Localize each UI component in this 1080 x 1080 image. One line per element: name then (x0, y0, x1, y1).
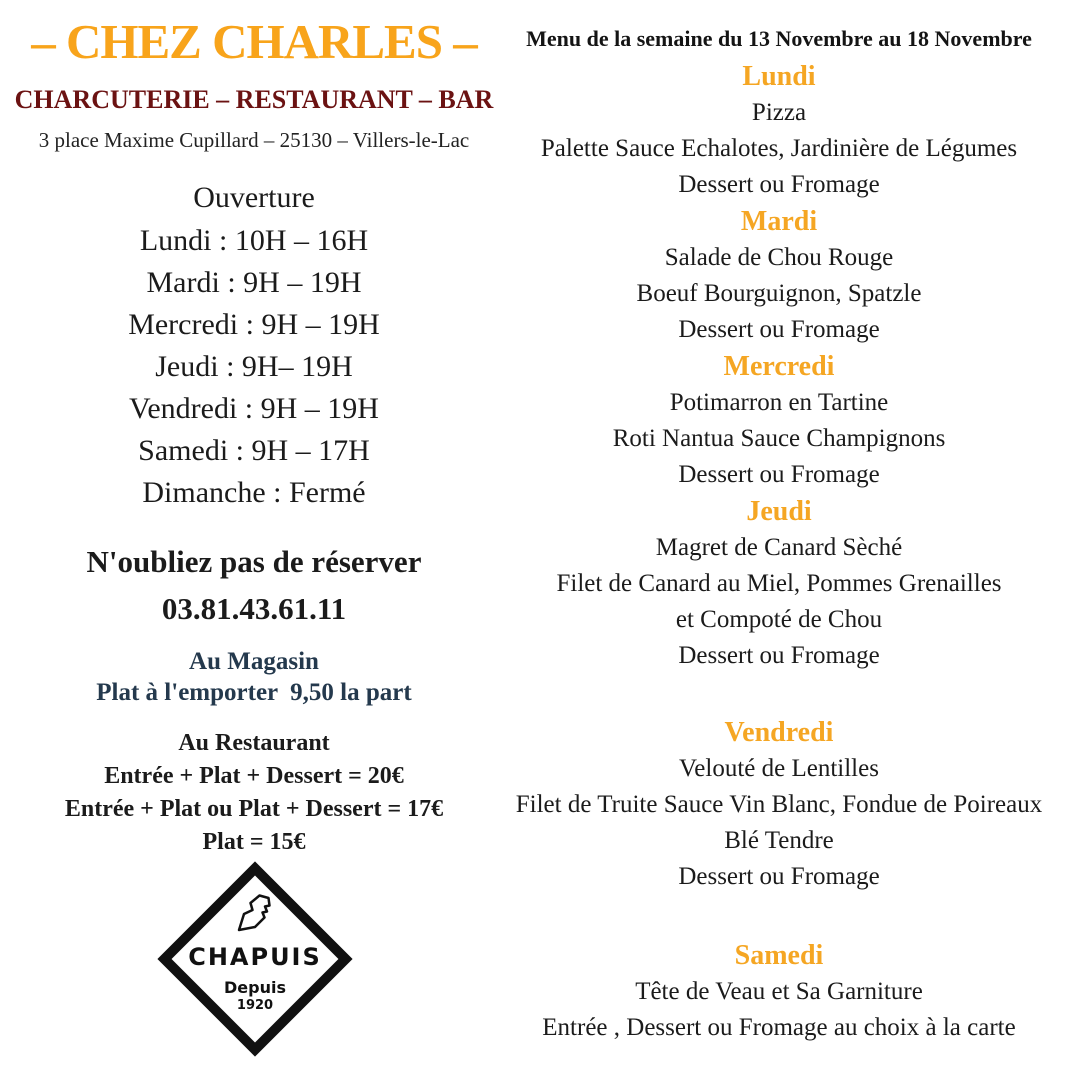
menu-day-lundi (478, 58, 1080, 203)
menu-item: Filet de Canard au Miel, Pommes Grenailles (556, 570, 1002, 597)
hours-friday: Vendredi : 9H – 19H (129, 392, 379, 425)
hours-tuesday: Mardi : 9H – 19H (146, 266, 362, 299)
opening-hours (0, 176, 508, 514)
hours-wednesday: Mercredi : 9H – 19H (128, 308, 380, 341)
price-formula-duo: Entrée + Plat ou Plat + Dessert = 17€ (64, 796, 444, 822)
menu-item: Dessert ou Fromage (678, 642, 880, 669)
shop-offer-block (0, 646, 508, 708)
hours-saturday: Samedi : 9H – 17H (138, 434, 370, 467)
hours-monday: Lundi : 10H – 16H (139, 224, 369, 257)
restaurant-address: 3 place Maxime Cupillard – 25130 – Villers-le-Lac (38, 128, 470, 152)
menu-item: Potimarron en Tartine (669, 389, 889, 416)
shop-offer-line: Plat à l'emporter 9,50 la part (96, 679, 412, 706)
hours-sunday: Dimanche : Fermé (142, 476, 366, 509)
menu-item: Dessert ou Fromage (678, 316, 880, 343)
logo-content (158, 862, 352, 1056)
logo-brand-name: CHAPUIS (188, 943, 322, 971)
menu-item: Velouté de Lentilles (679, 755, 879, 782)
menu-item: Magret de Canard Sèché (655, 534, 903, 561)
menu-day-title-mardi: Mardi (740, 206, 818, 237)
menu-day-mardi (478, 203, 1080, 348)
restaurant-name: – CHEZ CHARLES – (31, 14, 477, 69)
menu-item: Roti Nantua Sauce Champignons (612, 425, 946, 452)
menu-day-mercredi (478, 348, 1080, 493)
menu-day-title-mercredi: Mercredi (723, 351, 835, 382)
menu-day-title-jeudi: Jeudi (746, 496, 812, 527)
menu-item: Palette Sauce Echalotes, Jardinière de Légumes (540, 135, 1018, 162)
menu-item: Salade de Chou Rouge (664, 244, 894, 271)
reservation-block (0, 538, 508, 632)
menu-item: Dessert ou Fromage (678, 171, 880, 198)
phone-number: 03.81.43.61.11 (161, 591, 347, 626)
menu-week-header: Menu de la semaine du 13 Novembre au 18 Novembre (526, 26, 1032, 51)
menu-day-title-lundi: Lundi (742, 61, 816, 92)
restaurant-type: CHARCUTERIE – RESTAURANT – BAR (14, 85, 494, 114)
shop-offer-title: Au Magasin (189, 648, 319, 675)
menu-item: et Compoté de Chou (675, 606, 883, 633)
menu-item: Blé Tendre (724, 827, 834, 854)
menu-item: Dessert ou Fromage (678, 461, 880, 488)
hat-icon (230, 888, 280, 938)
menu-item: Dessert ou Fromage (678, 863, 880, 890)
menu-item: Tête de Veau et Sa Garniture (635, 978, 923, 1005)
price-formula-full: Entrée + Plat + Dessert = 20€ (104, 763, 404, 789)
menu-day-jeudi (478, 493, 1080, 674)
restaurant-prices-block (0, 727, 508, 859)
menu-day-title-samedi: Samedi (734, 940, 824, 971)
price-formula-plat: Plat = 15€ (202, 829, 306, 855)
logo-year: 1920 (236, 998, 274, 1013)
menu-item: Boeuf Bourguignon, Spatzle (636, 280, 922, 307)
logo-depuis-label: Depuis (224, 978, 286, 997)
chapuis-logo (158, 862, 352, 1056)
opening-hours-title: Ouverture (193, 181, 315, 214)
hours-thursday: Jeudi : 9H– 19H (155, 350, 353, 383)
menu-item: Entrée , Dessert ou Fromage au choix à la carte (542, 1014, 1016, 1041)
menu-item: Filet de Truite Sauce Vin Blanc, Fondue de Poireaux (515, 791, 1043, 818)
menu-day-samedi (478, 937, 1080, 1046)
weekly-menu (478, 24, 1080, 1046)
reservation-text: N'oubliez pas de réserver (86, 544, 422, 579)
restaurant-prices-title: Au Restaurant (178, 730, 330, 756)
menu-item: Pizza (751, 99, 807, 126)
menu-day-vendredi (478, 714, 1080, 895)
menu-day-title-vendredi: Vendredi (724, 717, 834, 748)
